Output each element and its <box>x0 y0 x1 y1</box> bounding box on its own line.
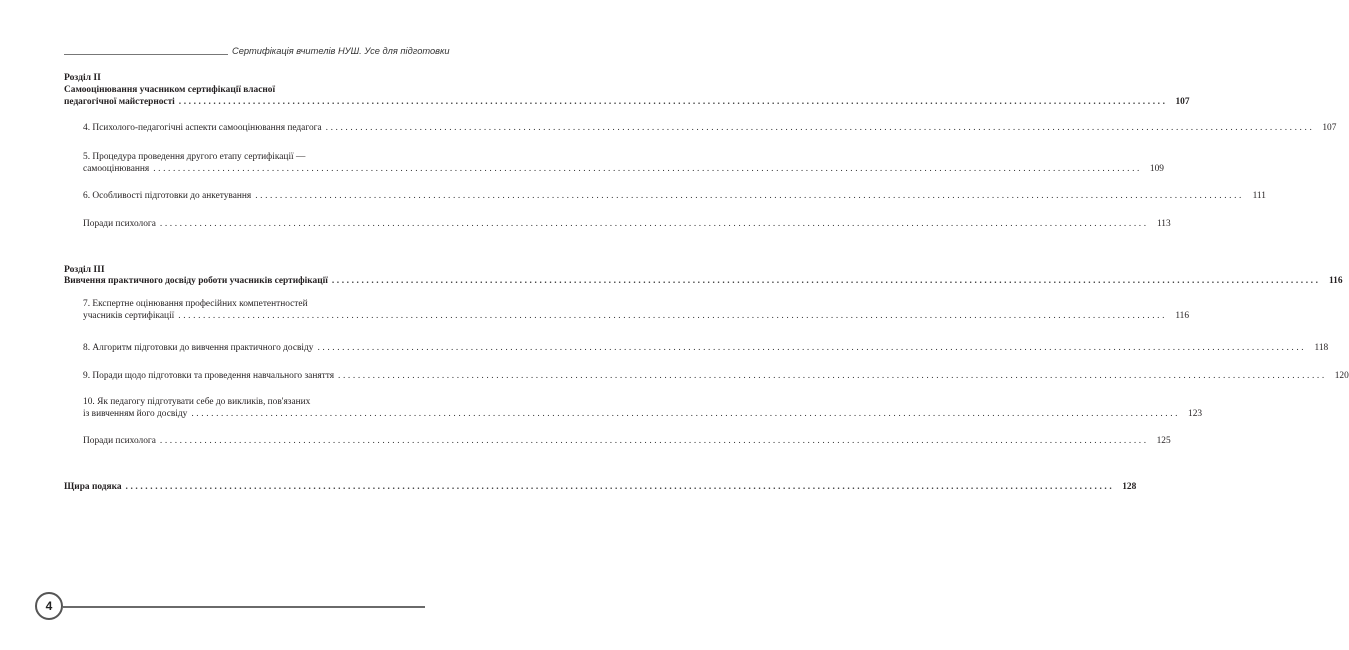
dot-leader: ........................................................................................................................................................................................................ <box>331 276 1321 286</box>
toc-entry[interactable] <box>64 370 1349 382</box>
entry-title-line2: із вивченням його досвіду <box>83 409 188 419</box>
entry-title: 9. Поради щодо підготовки та проведення навчального заняття <box>83 371 335 381</box>
dot-leader: ........................................................................................................................................................................................................ <box>178 97 1168 107</box>
entry-page-number: 118 <box>1314 343 1329 353</box>
entry-title: 6. Особливості підготовки до анкетування <box>83 191 252 201</box>
dot-leader: ........................................................................................................................................................................................................ <box>255 191 1244 201</box>
entry-title-line1: 5. Процедура проведення другого етапу сертифікації — <box>83 152 306 162</box>
dot-leader: ........................................................................................................................................................................................................ <box>125 482 1115 492</box>
entry-title: Поради психолога <box>83 219 156 229</box>
toc-entry[interactable] <box>64 342 1329 354</box>
entry-title-line2: учасників сертифікації <box>83 311 175 321</box>
entry-page-number: 109 <box>1149 164 1164 174</box>
toc-entry[interactable] <box>64 151 1164 175</box>
page-number-badge: 4 <box>35 592 63 620</box>
entry-title-line1: 7. Експертне оцінювання професійних компетентностей <box>83 299 308 309</box>
entry-page-number: 120 <box>1334 371 1349 381</box>
dot-leader: ........................................................................................................................................................................................................ <box>338 371 1327 381</box>
entry-title-line1: Самооцінювання учасником сертифікації власної <box>64 85 276 95</box>
header-rule <box>64 54 228 55</box>
entry-page-number: 116 <box>1175 311 1190 321</box>
entry-page-number: 123 <box>1188 409 1203 419</box>
dot-leader: ........................................................................................................................................................................................................ <box>153 164 1142 174</box>
entry-title-line2: педагогічної майстерності <box>64 97 175 107</box>
entry-page-number: 125 <box>1156 436 1171 446</box>
toc-entry[interactable] <box>64 84 1190 108</box>
toc-entry[interactable] <box>64 275 1343 287</box>
entry-page-number: 128 <box>1122 482 1137 492</box>
entry-page-number: 107 <box>1322 123 1337 133</box>
section-label: Розділ II <box>64 72 101 83</box>
entry-title-line2: самооцінювання <box>83 164 150 174</box>
toc-entry[interactable] <box>64 435 1171 447</box>
entry-title: Вивчення практичного досвіду роботи учасників сертифікації <box>64 276 328 286</box>
toc-entry[interactable] <box>64 396 1203 420</box>
dot-leader: ........................................................................................................................................................................................................ <box>159 219 1149 229</box>
section-label: Розділ III <box>64 264 105 275</box>
entry-page-number: 116 <box>1329 276 1343 286</box>
running-title: Сертифікація вчителів НУШ. Усе для підготовки <box>232 46 450 56</box>
toc-entry[interactable] <box>64 218 1171 230</box>
toc-entry[interactable] <box>64 122 1337 134</box>
entry-title: 4. Психолого-педагогічні аспекти самооцінювання педагога <box>83 123 322 133</box>
dot-leader: ........................................................................................................................................................................................................ <box>191 409 1181 419</box>
dot-leader: ........................................................................................................................................................................................................ <box>178 311 1168 321</box>
toc-entry[interactable] <box>64 298 1190 322</box>
entry-title: 8. Алгоритм підготовки до вивчення практичного досвіду <box>83 343 314 353</box>
entry-page-number: 111 <box>1252 191 1266 201</box>
entry-title: Поради психолога <box>83 436 156 446</box>
entry-page-number: 107 <box>1175 97 1190 107</box>
toc-entry[interactable] <box>64 190 1266 202</box>
dot-leader: ........................................................................................................................................................................................................ <box>317 343 1307 353</box>
entry-title: Щира подяка <box>64 482 122 492</box>
entry-page-number: 113 <box>1156 219 1171 229</box>
toc-entry[interactable] <box>64 481 1137 493</box>
footer-rule <box>63 606 425 608</box>
entry-title-line1: 10. Як педагогу підготувати себе до викликів, пов'язаних <box>83 397 311 407</box>
dot-leader: ........................................................................................................................................................................................................ <box>325 123 1315 133</box>
dot-leader: ........................................................................................................................................................................................................ <box>159 436 1149 446</box>
